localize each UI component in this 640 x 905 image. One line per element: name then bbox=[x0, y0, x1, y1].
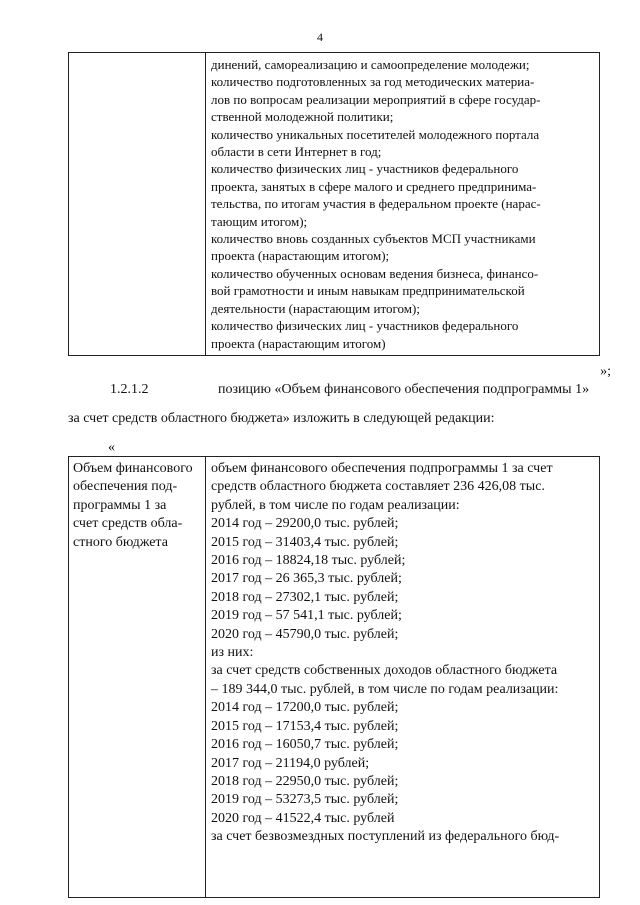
text-line: проекта (нарастающим итогом) bbox=[211, 335, 386, 351]
text-line: 2019 год – 57 541,1 тыс. рублей; bbox=[211, 608, 402, 624]
text-line: средств областного бюджета составляет 236 426,08 тыс. bbox=[211, 479, 545, 495]
text-line: проекта (нарастающим итогом); bbox=[211, 248, 390, 264]
text-line: 2020 год – 41522,4 тыс. рублей bbox=[211, 810, 395, 826]
funding-text-cell bbox=[206, 457, 600, 898]
text-line: 2019 год – 53273,5 тыс. рублей; bbox=[211, 792, 399, 808]
text-line: 2018 год – 22950,0 тыс. рублей; bbox=[211, 773, 399, 789]
closing-quote: »; bbox=[600, 364, 611, 379]
indicators-table bbox=[68, 52, 600, 356]
clause-text-continued: за счет средств областного бюджета» изложить в следующей редакции: bbox=[68, 411, 495, 426]
text-line: 2020 год – 45790,0 тыс. рублей; bbox=[211, 626, 399, 642]
text-line: 2017 год – 21194,0 рублей; bbox=[211, 755, 370, 771]
text-line: деятельности (нарастающим итогом); bbox=[211, 300, 420, 316]
text-line: – 189 344,0 тыс. рублей, в том числе по годам реализации: bbox=[211, 681, 559, 697]
text-line: количество вновь созданных субъектов МСП участниками bbox=[211, 231, 536, 247]
indicators-label-cell bbox=[69, 53, 206, 356]
label-line: счет средств обла- bbox=[73, 516, 183, 532]
clause-text: позицию «Объем финансового обеспечения подпрограммы 1» bbox=[218, 382, 590, 397]
text-line: 2016 год – 16050,7 тыс. рублей; bbox=[211, 737, 399, 753]
text-line: тающим итогом); bbox=[211, 213, 308, 229]
text-line: за счет безвозмездных поступлений из федерального бюд- bbox=[211, 829, 560, 845]
text-line: количество физических лиц - участников федерального bbox=[211, 318, 519, 334]
text-line: области в сети Интернет в год; bbox=[211, 144, 382, 160]
text-line: динений, самореализацию и самоопределение молодежи; bbox=[211, 57, 530, 72]
text-line: 2015 год – 17153,4 тыс. рублей; bbox=[211, 718, 399, 734]
text-line: рублей, в том числе по годам реализации: bbox=[211, 497, 460, 513]
text-line: проекта, занятых в сфере малого и среднего предпринима- bbox=[211, 178, 537, 194]
text-line: вой грамотности и иным навыкам предпринимательской bbox=[211, 283, 525, 299]
text-line: количество уникальных посетителей молодежного портала bbox=[211, 126, 540, 142]
label-line: программы 1 за bbox=[73, 497, 167, 513]
funding-label-cell bbox=[69, 457, 206, 898]
text-line: 2016 год – 18824,18 тыс. рублей; bbox=[211, 553, 406, 569]
text-line: из них: bbox=[211, 645, 254, 661]
opening-quote: « bbox=[108, 440, 115, 455]
text-line: количество обученных основам ведения бизнеса, финансо- bbox=[211, 265, 539, 281]
indicators-text-cell bbox=[206, 53, 600, 356]
text-line: объем финансового обеспечения подпрограммы 1 за счет bbox=[211, 461, 553, 476]
text-line: лов по вопросам реализации мероприятий в сфере государ- bbox=[211, 91, 541, 107]
text-line: 2014 год – 17200,0 тыс. рублей; bbox=[211, 700, 399, 716]
text-line: количество подготовленных за год методических материа- bbox=[211, 74, 535, 90]
text-line: ственной молодежной политики; bbox=[211, 109, 394, 125]
funding-table bbox=[68, 456, 600, 898]
clause-number: 1.2.1.2 bbox=[110, 382, 149, 397]
text-line: 2018 год – 27302,1 тыс. рублей; bbox=[211, 589, 399, 605]
label-line: обеспечения под- bbox=[73, 479, 178, 495]
text-line: количество физических лиц - участников федерального bbox=[211, 161, 519, 177]
text-line: 2014 год – 29200,0 тыс. рублей; bbox=[211, 516, 399, 532]
text-line: 2015 год – 31403,4 тыс. рублей; bbox=[211, 534, 399, 550]
page-number: 4 bbox=[317, 30, 323, 44]
text-line: за счет средств собственных доходов областного бюджета bbox=[211, 663, 558, 679]
text-line: тельства, по итогам участия в федеральном проекте (нарас- bbox=[211, 196, 541, 212]
label-line: стного бюджета bbox=[73, 534, 168, 550]
label-line: Объем финансового bbox=[73, 461, 193, 476]
text-line: 2017 год – 26 365,3 тыс. рублей; bbox=[211, 571, 402, 587]
